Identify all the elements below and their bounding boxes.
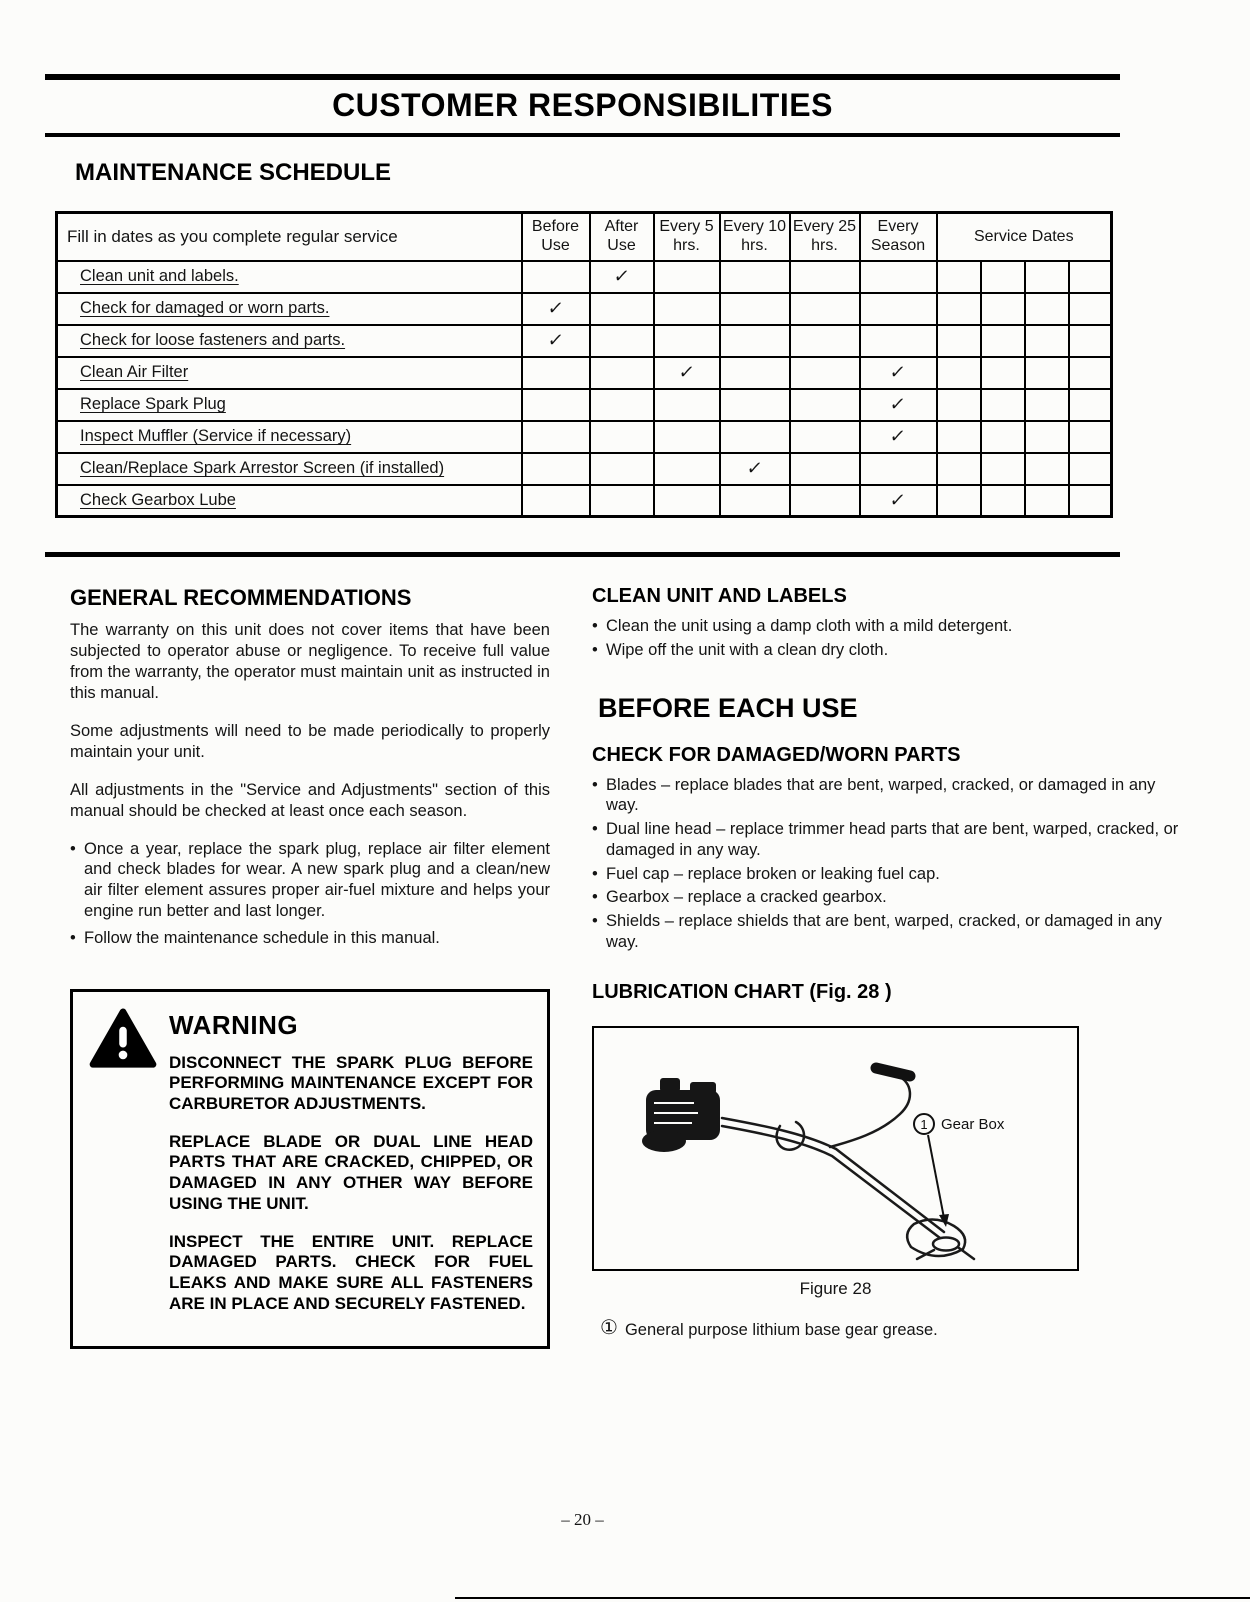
checkmark-icon: ✓ — [612, 266, 631, 286]
bullet-item: • Clean the unit using a damp cloth with a mild detergent. — [592, 616, 1185, 637]
warning-body — [169, 1053, 533, 1315]
empty-interval-cell — [720, 293, 790, 325]
task-cell — [57, 453, 522, 485]
service-date-cell — [1069, 293, 1112, 325]
service-date-cell — [1025, 357, 1069, 389]
bullet-item: • Blades – replace blades that are bent, warped, cracked, or damaged in any way. — [592, 775, 1185, 817]
empty-interval-cell — [790, 453, 860, 485]
col-header-after-use: After Use — [590, 213, 654, 261]
col-header-every-10-hrs: Every 10 hrs. — [720, 213, 790, 261]
right-column — [592, 585, 1185, 1349]
circled-1-icon: ① — [600, 1316, 618, 1339]
paragraph: All adjustments in the "Service and Adjustments" section of this manual should be checked at least once each season. — [70, 780, 550, 820]
maintenance-table-row — [57, 325, 1112, 357]
table-header-row — [57, 213, 1112, 261]
paragraph: DISCONNECT THE SPARK PLUG BEFORE PERFORMING MAINTENANCE EXCEPT FOR CARBURETOR ADJUSTMENTS. — [169, 1052, 533, 1113]
maintenance-table — [55, 211, 1113, 518]
maintenance-table-row — [57, 293, 1112, 325]
empty-interval-cell — [720, 261, 790, 293]
general-recommendations-bullets — [70, 839, 550, 949]
task-cell — [57, 293, 522, 325]
service-date-cell — [1025, 485, 1069, 517]
task-label: Check Gearbox Lube — [80, 490, 236, 509]
gear-box-callout — [914, 1114, 1005, 1227]
page-title: CUSTOMER RESPONSIBILITIES — [332, 87, 833, 123]
checkmark-icon: ✓ — [745, 458, 764, 478]
service-date-cell — [1069, 261, 1112, 293]
bullet-item: • Wipe off the unit with a clean dry cloth. — [592, 640, 1185, 661]
service-date-cell — [981, 421, 1025, 453]
gear-box-callout-label: Gear Box — [941, 1115, 1005, 1133]
service-date-cell — [937, 389, 981, 421]
col-header-every-25-hrs: Every 25 hrs. — [790, 213, 860, 261]
service-date-cell — [1069, 421, 1112, 453]
empty-interval-cell — [720, 421, 790, 453]
service-date-cell — [981, 485, 1025, 517]
empty-interval-cell — [590, 421, 654, 453]
service-date-cell — [1025, 389, 1069, 421]
bullet-item: • Gearbox – replace a cracked gearbox. — [592, 887, 1185, 908]
empty-interval-cell — [654, 293, 720, 325]
bullet-item: • Once a year, replace the spark plug, replace air filter element and check blades for wear. A new spark plug and a clean/new air filter element assures proper air-fuel mixture and helps your engine run better and last longer. — [70, 839, 550, 922]
service-date-cell — [1069, 325, 1112, 357]
trimmer-illustration — [594, 1028, 1077, 1269]
checkmark-icon: ✓ — [546, 330, 565, 350]
checkmark-cell — [522, 325, 590, 357]
maintenance-schedule-heading: MAINTENANCE SCHEDULE — [75, 159, 392, 186]
task-cell — [57, 261, 522, 293]
service-date-cell — [981, 453, 1025, 485]
service-date-cell — [937, 485, 981, 517]
bullet-item: • Dual line head – replace trimmer head parts that are bent, warped, cracked, or damaged in any way. — [592, 819, 1185, 861]
figure-caption: Figure 28 — [799, 1278, 872, 1298]
checkmark-icon: ✓ — [546, 298, 565, 318]
empty-interval-cell — [790, 325, 860, 357]
two-column-body — [70, 585, 1185, 1349]
service-date-cell — [1069, 389, 1112, 421]
empty-interval-cell — [720, 357, 790, 389]
figure-note — [592, 1315, 1185, 1340]
maintenance-table-row — [57, 485, 1112, 517]
service-date-cell — [1025, 453, 1069, 485]
empty-interval-cell — [860, 293, 937, 325]
task-label: Clean/Replace Spark Arrestor Screen (if installed) — [80, 459, 445, 477]
empty-interval-cell — [590, 293, 654, 325]
task-cell — [57, 389, 522, 421]
empty-interval-cell — [522, 357, 590, 389]
empty-interval-cell — [860, 261, 937, 293]
checkmark-icon: ✓ — [888, 426, 908, 446]
empty-interval-cell — [590, 325, 654, 357]
gear-box-callout-number: 1 — [920, 1116, 928, 1132]
horizontal-rule-title — [45, 133, 1120, 137]
horizontal-rule-section — [45, 552, 1120, 557]
warning-title: WARNING — [169, 1009, 299, 1040]
check-parts-bullets — [592, 775, 1185, 953]
task-cell — [57, 421, 522, 453]
warning-box — [70, 989, 550, 1349]
empty-interval-cell — [590, 389, 654, 421]
empty-interval-cell — [790, 389, 860, 421]
left-column — [70, 585, 550, 1349]
task-label: Clean Air Filter — [80, 363, 189, 381]
service-date-cell — [1025, 293, 1069, 325]
service-date-cell — [1069, 485, 1112, 517]
service-date-cell — [1025, 421, 1069, 453]
empty-interval-cell — [522, 389, 590, 421]
task-label: Check for loose fasteners and parts. — [80, 331, 346, 349]
empty-interval-cell — [720, 485, 790, 517]
checkmark-cell — [860, 389, 937, 421]
maintenance-table-row — [57, 389, 1112, 421]
checkmark-icon: ✓ — [888, 394, 908, 414]
maintenance-table-row — [57, 421, 1112, 453]
service-date-cell — [937, 357, 981, 389]
general-recommendations-heading: GENERAL RECOMMENDATIONS — [70, 585, 412, 610]
page-number: – 20 – — [561, 1510, 604, 1529]
task-label: Inspect Muffler (Service if necessary) — [80, 427, 352, 445]
checkmark-cell — [720, 453, 790, 485]
empty-interval-cell — [654, 453, 720, 485]
empty-interval-cell — [790, 357, 860, 389]
service-date-cell — [981, 293, 1025, 325]
task-label: Clean unit and labels. — [80, 267, 239, 285]
checkmark-cell — [590, 261, 654, 293]
check-damaged-worn-parts-heading: CHECK FOR DAMAGED/WORN PARTS — [592, 743, 961, 766]
task-label: Check for damaged or worn parts. — [80, 299, 330, 317]
maintenance-table-row — [57, 261, 1112, 293]
warning-triangle-icon — [89, 1008, 157, 1075]
service-date-cell — [1069, 453, 1112, 485]
checkmark-cell — [860, 357, 937, 389]
clean-unit-bullets — [592, 616, 1185, 661]
maintenance-table-row — [57, 357, 1112, 389]
checkmark-cell — [654, 357, 720, 389]
service-date-cell — [937, 261, 981, 293]
general-recommendations-text — [70, 620, 550, 822]
empty-interval-cell — [590, 485, 654, 517]
scan-artifact-line — [455, 1597, 1250, 1599]
service-date-cell — [981, 261, 1025, 293]
service-date-cell — [981, 357, 1025, 389]
table-header-fill-in-dates: Fill in dates as you complete regular service — [57, 213, 522, 261]
empty-interval-cell — [720, 325, 790, 357]
task-label: Replace Spark Plug — [80, 395, 226, 413]
empty-interval-cell — [790, 293, 860, 325]
empty-interval-cell — [860, 325, 937, 357]
checkmark-cell — [860, 421, 937, 453]
lubrication-chart-heading: LUBRICATION CHART (Fig. 28 ) — [592, 980, 892, 1003]
service-date-cell — [937, 325, 981, 357]
empty-interval-cell — [654, 325, 720, 357]
paragraph: INSPECT THE ENTIRE UNIT. REPLACE DAMAGED PARTS. CHECK FOR FUEL LEAKS AND MAKE SURE ALL FASTENERS ARE IN PLACE AND SECURELY FASTENED. — [169, 1231, 533, 1313]
empty-interval-cell — [860, 453, 937, 485]
empty-interval-cell — [654, 421, 720, 453]
empty-interval-cell — [654, 389, 720, 421]
task-cell — [57, 357, 522, 389]
checkmark-cell — [860, 485, 937, 517]
figure-28-box — [592, 1026, 1079, 1271]
col-header-service-dates: Service Dates — [937, 213, 1112, 261]
bullet-item: • Fuel cap – replace broken or leaking fuel cap. — [592, 864, 1185, 885]
task-cell — [57, 485, 522, 517]
figure-note-text: General purpose lithium base gear grease. — [624, 1320, 938, 1339]
col-header-every-5-hrs: Every 5 hrs. — [654, 213, 720, 261]
empty-interval-cell — [590, 453, 654, 485]
service-date-cell — [937, 453, 981, 485]
task-cell — [57, 325, 522, 357]
paragraph: REPLACE BLADE OR DUAL LINE HEAD PARTS THAT ARE CRACKED, CHIPPED, OR DAMAGED IN ANY OTHER WAY BEFORE USING THE UNIT. — [169, 1131, 533, 1213]
empty-interval-cell — [654, 261, 720, 293]
service-date-cell — [981, 389, 1025, 421]
service-date-cell — [1025, 325, 1069, 357]
service-date-cell — [1025, 261, 1069, 293]
checkmark-icon: ✓ — [888, 362, 908, 382]
service-date-cell — [937, 293, 981, 325]
empty-interval-cell — [522, 421, 590, 453]
empty-interval-cell — [790, 421, 860, 453]
clean-unit-heading: CLEAN UNIT AND LABELS — [592, 585, 847, 607]
empty-interval-cell — [790, 261, 860, 293]
empty-interval-cell — [790, 485, 860, 517]
paragraph: The warranty on this unit does not cover items that have been subjected to operator abuse or negligence. To receive full value from the warranty, the operator must maintain unit as instructed in this manual. — [70, 621, 550, 702]
empty-interval-cell — [522, 261, 590, 293]
checkmark-cell — [522, 293, 590, 325]
empty-interval-cell — [522, 453, 590, 485]
empty-interval-cell — [522, 485, 590, 517]
empty-interval-cell — [720, 389, 790, 421]
service-date-cell — [981, 325, 1025, 357]
service-date-cell — [1069, 357, 1112, 389]
bullet-item: • Follow the maintenance schedule in this manual. — [70, 928, 550, 949]
maintenance-table-row — [57, 453, 1112, 485]
empty-interval-cell — [654, 485, 720, 517]
empty-interval-cell — [590, 357, 654, 389]
before-each-use-heading: BEFORE EACH USE — [598, 692, 858, 723]
service-date-cell — [937, 421, 981, 453]
paragraph: Some adjustments will need to be made periodically to properly maintain your unit. — [70, 721, 550, 761]
bullet-item: • Shields – replace shields that are bent, warped, cracked, or damaged in any way. — [592, 911, 1185, 953]
checkmark-icon: ✓ — [888, 489, 908, 510]
checkmark-icon: ✓ — [677, 362, 696, 382]
col-header-before-use: Before Use — [522, 213, 590, 261]
col-header-every-season: Every Season — [860, 213, 937, 261]
